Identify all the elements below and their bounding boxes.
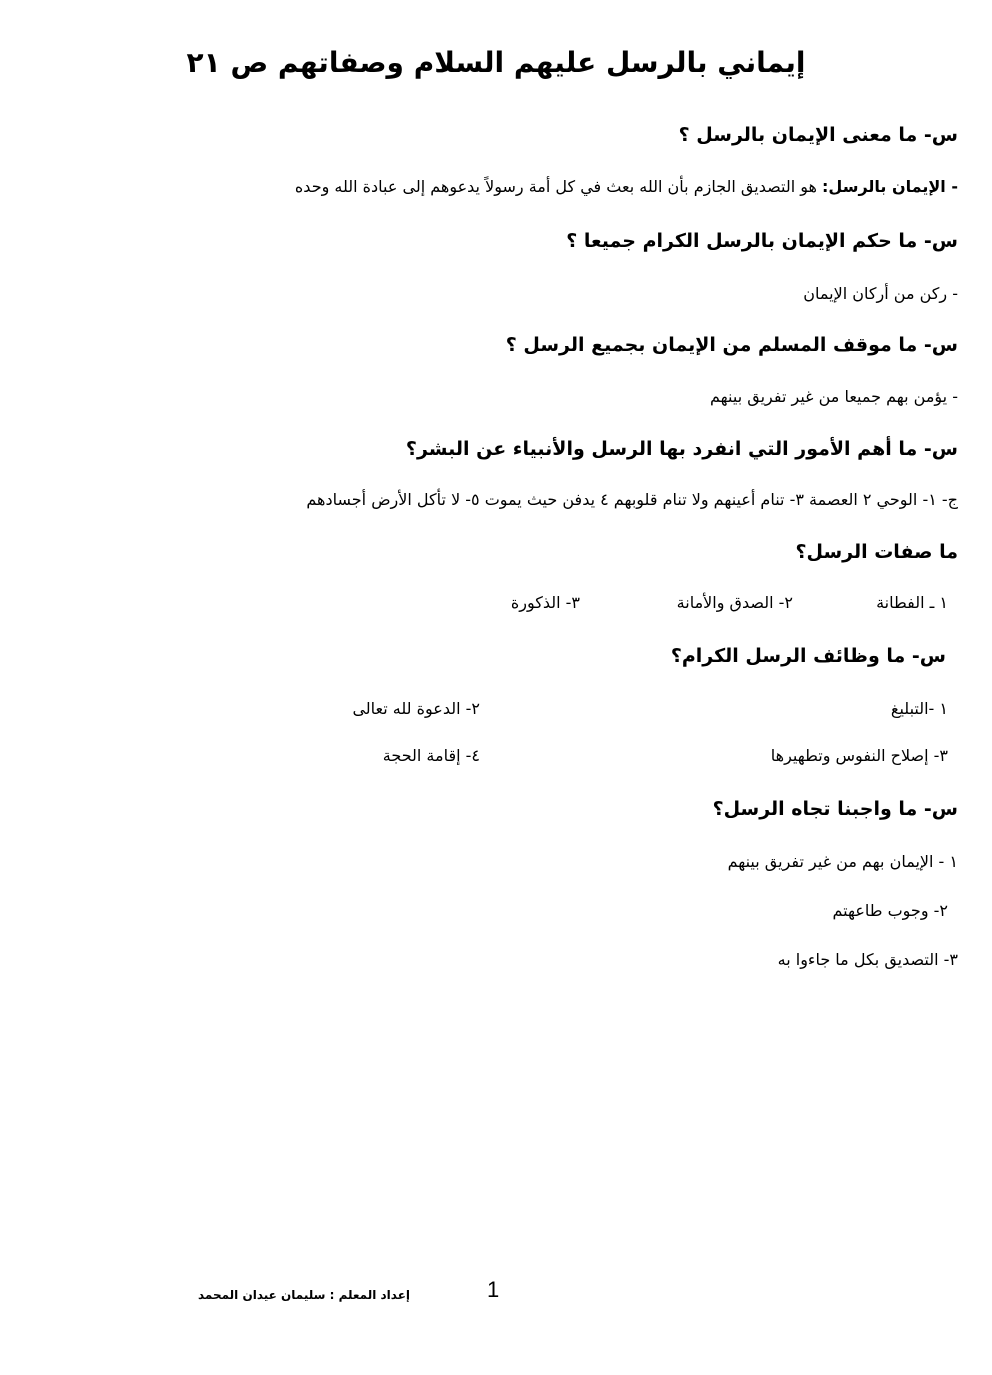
answer-ruling: - ركن من أركان الإيمان bbox=[803, 284, 958, 303]
attribute-item-1: ١ ـ الفطانة bbox=[876, 593, 948, 612]
answer-meaning-text: هو التصديق الجازم بأن الله بعث في كل أمة رسولاً يدعوهم إلى عبادة الله وحده bbox=[294, 177, 823, 196]
answer-meaning bbox=[295, 177, 958, 196]
question-attributes: ما صفات الرسل؟ bbox=[795, 541, 958, 563]
answer-meaning-label: - الإيمان بالرسل: bbox=[822, 177, 958, 196]
duty-item-3: ٣- إصلاح النفوس وتطهيرها bbox=[770, 746, 948, 765]
obligation-item-3: ٣- التصديق بكل ما جاءوا به bbox=[777, 950, 958, 969]
answer-stance: - يؤمن بهم جميعا من غير تفريق بينهم bbox=[710, 387, 958, 406]
question-distinctions: س- ما أهم الأمور التي انفرد بها الرسل والأنبياء عن البشر؟ bbox=[405, 438, 958, 460]
answer-distinctions: ج- ١- الوحي ٢ العصمة ٣- تنام أعينهم ولا تنام قلوبهم ٤ يدفن حيث يموت ٥- لا تأكل الأرض أجسادهم bbox=[306, 490, 958, 509]
attribute-item-3: ٣- الذكورة bbox=[510, 593, 580, 612]
question-meaning: س- ما معنى الإيمان بالرسل ؟ bbox=[678, 124, 958, 146]
obligation-item-1: ١ - الإيمان بهم من غير تفريق بينهم bbox=[727, 852, 958, 871]
question-duties: س- ما وظائف الرسل الكرام؟ bbox=[670, 645, 946, 667]
question-stance: س- ما موقف المسلم من الإيمان بجميع الرسل ؟ bbox=[505, 334, 958, 356]
page-title: إيماني بالرسل عليهم السلام وصفاتهم ص ٢١ bbox=[186, 46, 806, 79]
question-obligations: س- ما واجبنا تجاه الرسل؟ bbox=[712, 798, 958, 820]
duty-item-1: ١ -التبليغ bbox=[890, 699, 948, 718]
footer-author: إعداد المعلم : سليمان عيدان المحمد bbox=[198, 1288, 411, 1302]
attribute-item-2: ٢- الصدق والأمانة bbox=[676, 593, 793, 612]
duty-item-4: ٤- إقامة الحجة bbox=[382, 746, 480, 765]
page-number: 1 bbox=[487, 1277, 500, 1302]
question-ruling: س- ما حكم الإيمان بالرسل الكرام جميعا ؟ bbox=[566, 230, 958, 252]
duty-item-2: ٢- الدعوة لله تعالى bbox=[352, 699, 480, 718]
obligation-item-2: ٢- وجوب طاعهتم bbox=[832, 901, 948, 920]
